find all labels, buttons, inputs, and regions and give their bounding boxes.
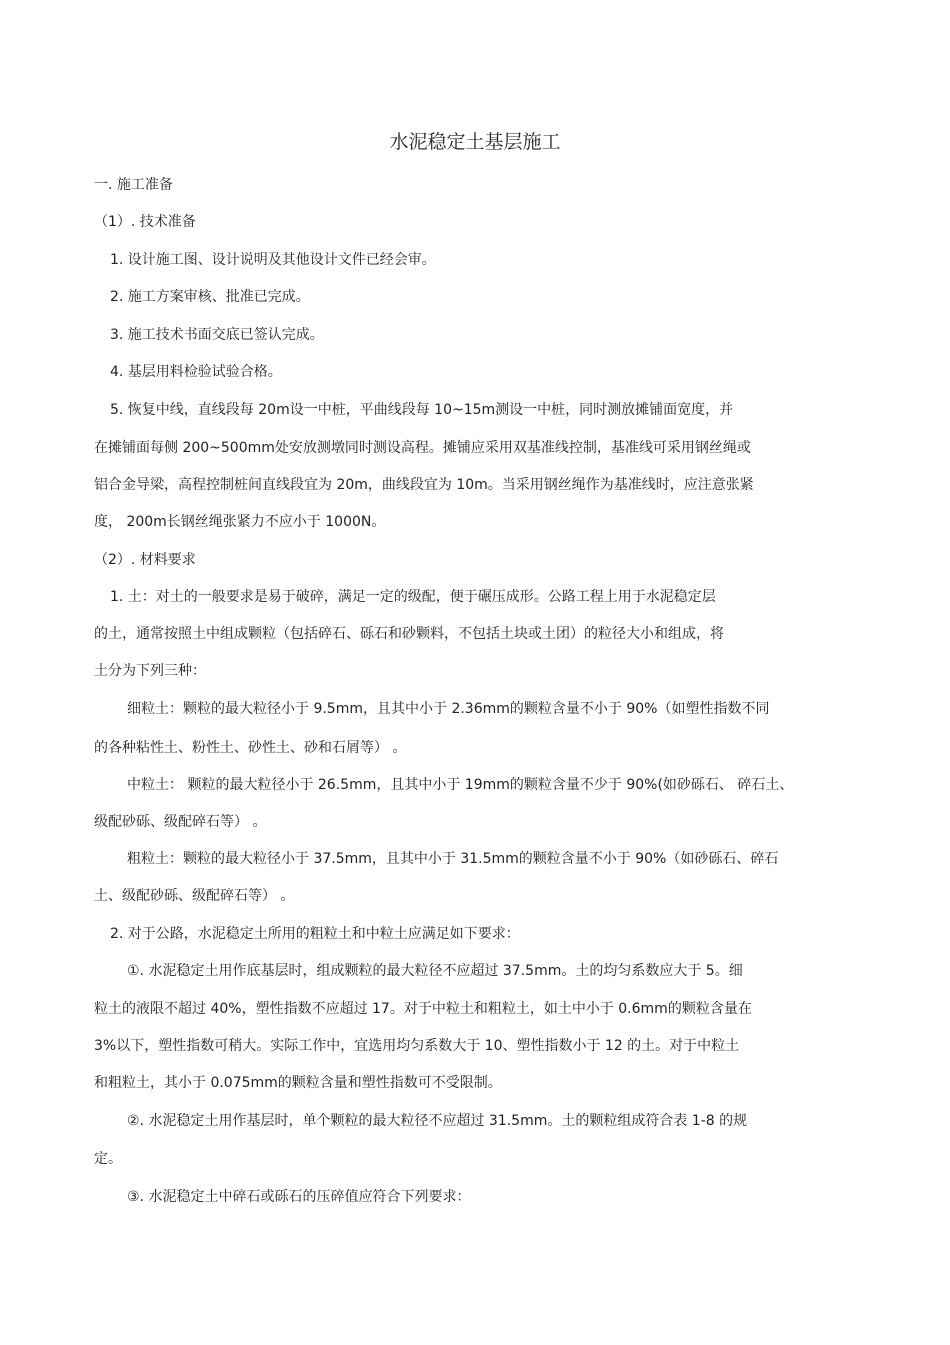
paragraph-line: 度， 200m长钢丝绳张紧力不应小于 1000N。	[94, 514, 386, 530]
paragraph-line: 3%以下，塑性指数可稍大。实际工作中，宜选用均匀系数大于 10、塑性指数小于 12 的土。对于中粒土	[94, 1038, 740, 1054]
paragraph-line: 5. 恢复中线，直线段每 20m设一中桩，平曲线段每 10~15m测设一中桩，同时测放摊铺面宽度，并	[110, 402, 734, 418]
document-title: 水泥稳定土基层施工	[389, 131, 561, 153]
paragraph-line: ①. 水泥稳定土用作底基层时，组成颗粒的最大粒径不应超过 37.5mm。土的均匀系数应大于 5。细	[127, 963, 743, 979]
list-item: 1. 设计施工图、设计说明及其他设计文件已经会审。	[110, 252, 436, 268]
list-item: 3. 施工技术书面交底已签认完成。	[110, 327, 324, 343]
paragraph-line: 2. 对于公路，水泥稳定土所用的粗粒土和中粒土应满足如下要求：	[110, 926, 520, 942]
paragraph-line: 和粗粒土，其小于 0.075mm的颗粒含量和塑性指数可不受限制。	[94, 1075, 502, 1091]
paragraph-line: 土、级配砂砾、级配碎石等） 。	[94, 888, 295, 904]
paragraph-line: 铝合金导梁，高程控制桩间直线段宜为 20m，曲线段宜为 10m。当采用钢丝绳作为基准线时，应注意张紧	[94, 477, 754, 493]
paragraph-line: 细粒土：颗粒的最大粒径小于 9.5mm，且其中小于 2.36mm的颗粒含量不小于 90%（如塑性指数不同	[127, 701, 770, 717]
subsection-heading-materials: （2）. 材料要求	[94, 552, 196, 568]
paragraph-line: ③. 水泥稳定土中碎石或砾石的压碎值应符合下列要求：	[127, 1189, 471, 1205]
paragraph-line: 的土，通常按照土中组成颗粒（包括碎石、砾石和砂颗料，不包括土块或土团）的粒径大小和组成，将	[94, 626, 724, 642]
list-item: 2. 施工方案审核、批准已完成。	[110, 289, 310, 305]
section-heading-preparation: 一. 施工准备	[94, 177, 173, 193]
paragraph-line: 的各种粘性土、粉性土、砂性土、砂和石屑等） 。	[94, 740, 407, 756]
list-item: 4. 基层用料检验试验合格。	[110, 364, 282, 380]
subsection-heading-technical: （1）. 技术准备	[94, 214, 196, 230]
paragraph-line: 级配砂砾、级配碎石等） 。	[94, 814, 267, 830]
paragraph-line: 粒土的液限不超过 40%，塑性指数不应超过 17。对于中粒土和粗粒土，如土中小于 0.6mm的颗粒含量在	[94, 1001, 752, 1017]
paragraph-line: 粗粒土：颗粒的最大粒径小于 37.5mm，且其中小于 31.5mm的颗粒含量不小于 90%（如砂砾石、碎石	[127, 851, 779, 867]
paragraph-line: ②. 水泥稳定土用作基层时，单个颗粒的最大粒径不应超过 31.5mm。土的颗粒组成符合表 1-8 的规	[127, 1113, 748, 1129]
paragraph-line: 中粒土： 颗粒的最大粒径小于 26.5mm，且其中小于 19mm的颗粒含量不少于 90%(如砂砾石、 碎石土、	[127, 777, 794, 793]
paragraph-line: 1. 土：对土的一般要求是易于破碎，满足一定的级配，便于碾压成形。公路工程上用于水泥稳定层	[110, 589, 716, 605]
paragraph-line: 在摊铺面每侧 200~500mm处安放测墩同时测设高程。摊铺应采用双基准线控制，基准线可采用钢丝绳或	[94, 440, 751, 456]
paragraph-line: 定。	[94, 1151, 122, 1167]
paragraph-line: 土分为下列三种：	[94, 663, 206, 679]
